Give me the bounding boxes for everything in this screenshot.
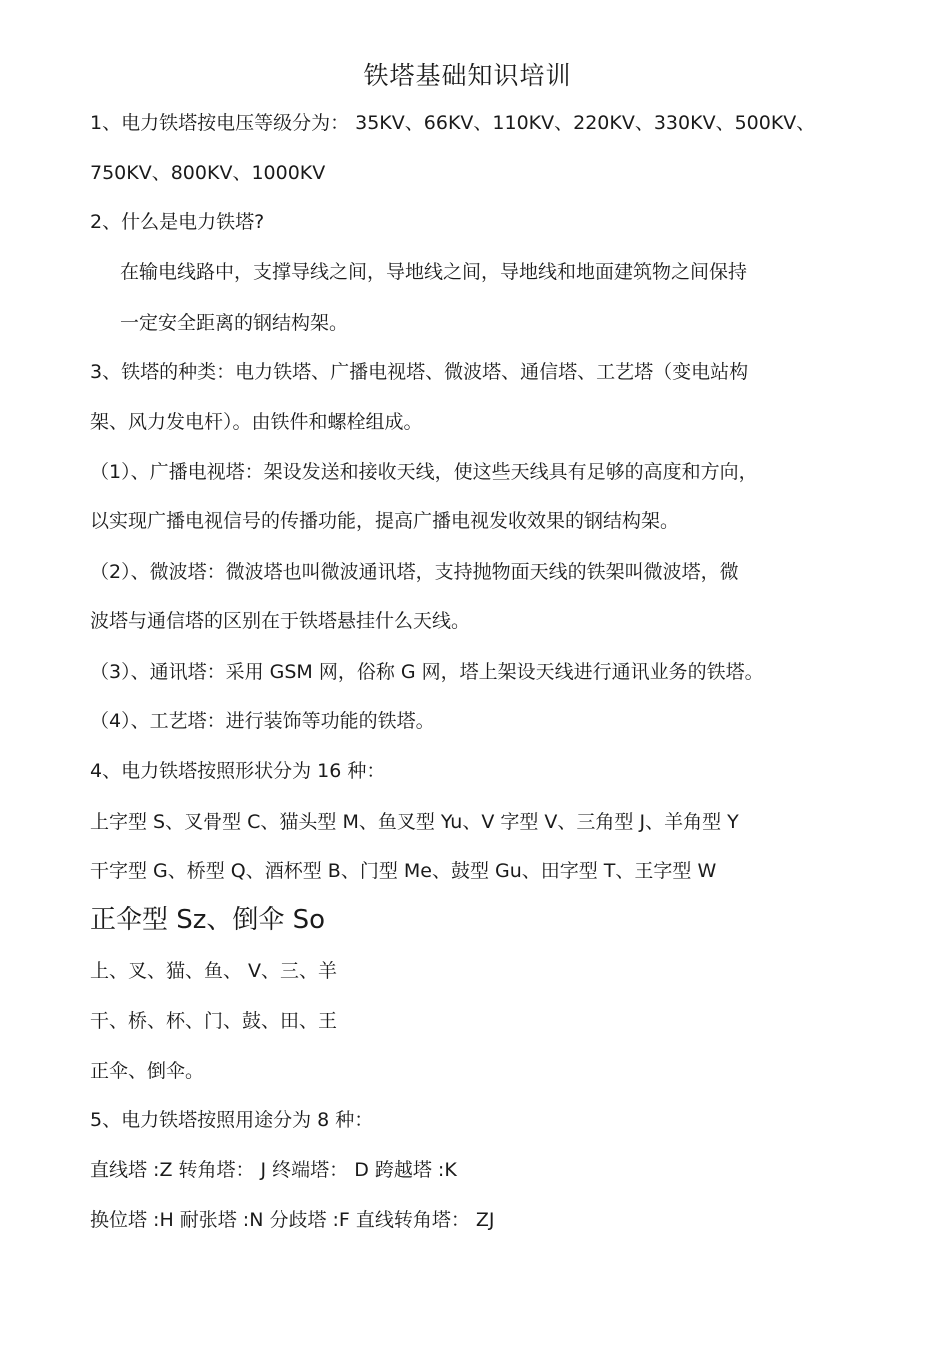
microwave-tower-line-2: 波塔与通信塔的区别在于铁塔悬挂什么天线。 (90, 610, 471, 632)
shape-summary-line-3: 正伞、倒伞。 (90, 1060, 205, 1082)
tower-types-line-1: 3、铁塔的种类：电力铁塔、广播电视塔、微波塔、通信塔、工艺塔（变电站构 (90, 361, 749, 383)
telecom-tower-line: （3）、通讯塔：采用 GSM 网，俗称 G 网，塔上架设天线进行通讯业务的铁塔。 (90, 661, 764, 683)
document-title: 铁塔基础知识培训 (363, 61, 572, 90)
definition-line-2: 一定安全距离的钢结构架。 (120, 312, 349, 334)
usage-heading: 5、电力铁塔按照用途分为 8 种： (90, 1109, 374, 1131)
broadcast-tower-line-2: 以实现广播电视信号的传播功能，提高广播电视发收效果的钢结构架。 (90, 510, 680, 532)
shape-list-line-2: 干字型 G、桥型 Q、酒杯型 B、门型 Me、鼓型 Gu、田字型 T、王字型 W (90, 860, 717, 882)
craft-tower-line: （4）、工艺塔：进行装饰等功能的铁塔。 (90, 710, 435, 732)
voltage-levels-line-1: 1、电力铁塔按电压等级分为： 35KV、66KV、110KV、220KV、330KV、500KV、 (90, 112, 816, 134)
shape-list-line-3: 正伞型 Sz、倒伞 So (90, 905, 326, 935)
question-heading: 2、什么是电力铁塔? (90, 211, 265, 233)
definition-line-1: 在输电线路中，支撑导线之间，导地线之间，导地线和地面建筑物之间保持 (120, 261, 748, 283)
tower-types-line-2: 架、风力发电杆）。由铁件和螺栓组成。 (90, 411, 423, 433)
usage-list-line-1: 直线塔 :Z 转角塔： J 终端塔： D 跨越塔 :K (90, 1159, 457, 1181)
shape-summary-line-1: 上、叉、猫、鱼、 V、三、羊 (90, 960, 338, 982)
microwave-tower-line-1: （2）、微波塔：微波塔也叫微波通讯塔，支持抛物面天线的铁架叫微波塔，微 (90, 561, 739, 583)
voltage-levels-line-2: 750KV、800KV、1000KV (90, 162, 326, 184)
shape-list-line-1: 上字型 S、叉骨型 C、猫头型 M、鱼叉型 Yu、V 字型 V、三角型 J、羊角型 Y (90, 811, 739, 833)
shape-heading: 4、电力铁塔按照形状分为 16 种： (90, 760, 386, 782)
shape-summary-line-2: 干、桥、杯、门、鼓、田、王 (90, 1010, 338, 1032)
usage-list-line-2: 换位塔 :H 耐张塔 :N 分歧塔 :F 直线转角塔： ZJ (90, 1209, 495, 1231)
broadcast-tower-line-1: （1）、广播电视塔：架设发送和接收天线，使这些天线具有足够的高度和方向， (90, 461, 758, 483)
